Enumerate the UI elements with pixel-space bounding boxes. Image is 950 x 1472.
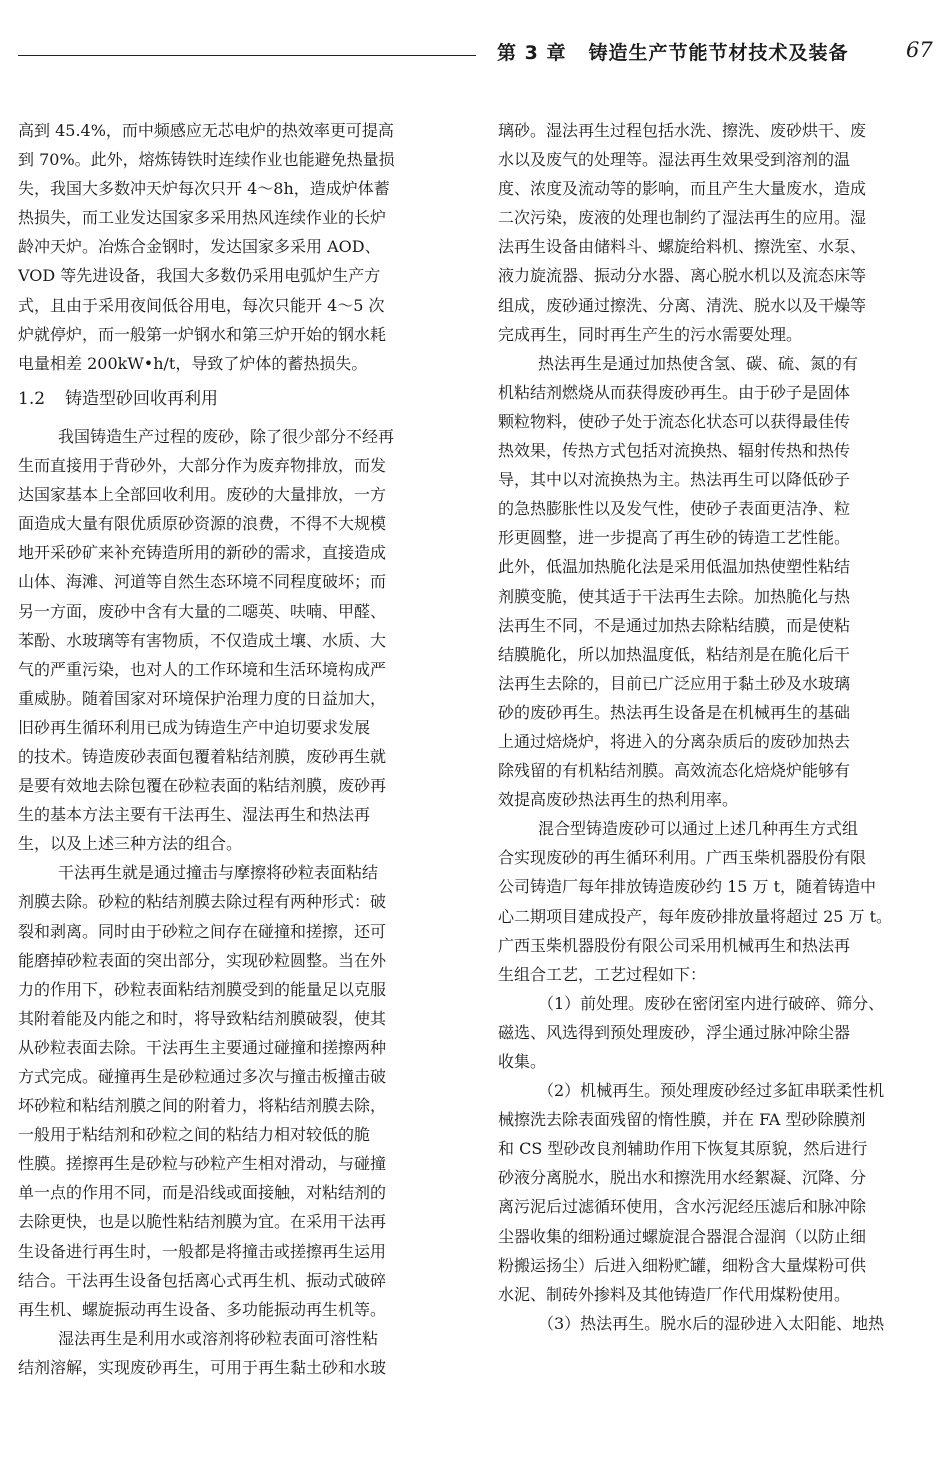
text-line: 方式完成。碰撞再生是砂粒通过多次与撞击板撞击破 (18, 1067, 387, 1086)
text-line: 离污泥后过滤循环使用，含水污泥经压滤后和脉冲除 (498, 1197, 867, 1217)
text-line: 单一点的作用不同，而是沿线或面接触，对粘结剂的 (18, 1183, 387, 1203)
text-line: 龄冲天炉。冶炼合金钢时，发达国家多采用 AOD、 (18, 237, 381, 257)
text-line: 我国铸造生产过程的废砂，除了很少部分不经再 (58, 426, 395, 446)
text-line: 法再生设备由储料斗、螺旋给料机、擦洗室、水泵、 (498, 237, 867, 257)
text-line: 械擦洗去除表面残留的惰性膜，并在 FA 型砂除膜剂 (498, 1110, 866, 1130)
text-line: 磁选、风选得到预处理废砂，浮尘通过脉冲除尘器 (498, 1022, 851, 1042)
right-column (498, 116, 934, 1338)
text-line: 能磨掉砂粒表面的突出部分，实现砂粒圆整。当在外 (18, 950, 387, 970)
text-line: 组成，废砂通过擦洗、分离、清洗、脱水以及干燥等 (498, 295, 867, 315)
text-line: 的技术。铸造废砂表面包覆着粘结剂膜，废砂再生就 (18, 746, 387, 766)
text-line: 是要有效地去除包覆在砂粒表面的粘结剂膜，废砂再 (18, 776, 387, 796)
text-line: 机粘结剂燃烧从而获得废砂再生。由于砂子是固体 (498, 382, 851, 402)
text-line: （1）前处理。废砂在密闭室内进行破碎、筛分、 (538, 993, 885, 1013)
text-line: 砂的废砂再生。热法再生设备是在机械再生的基础 (498, 702, 851, 722)
text-line: 上通过焙烧炉，将进入的分离杂质后的废砂加热去 (498, 731, 851, 751)
text-line: 颗粒物料，使砂子处于流态化状态可以获得最佳传 (498, 411, 851, 431)
text-line: 的急热膨胀性以及发气性，使砂子表面更洁净、粒 (498, 499, 851, 519)
text-line: 去除更快，也是以脆性粘结剂膜为宜。在采用干法再 (18, 1212, 387, 1232)
text-line: 生，以及上述三种方法的组合。 (18, 834, 243, 854)
text-line: 心二期项目建成投产，每年废砂排放量将超过 25 万 t。 (498, 906, 893, 926)
text-line: 剂膜去除。砂粒的粘结剂膜去除过程有两种形式：破 (18, 892, 387, 912)
intro-paragraph (18, 116, 454, 378)
text-line: （2）机械再生。预处理废砂经过多缸串联柔性机 (538, 1081, 885, 1101)
text-line: 粉搬运扬尘）后进入细粉贮罐，细粉含大量煤粉可供 (498, 1255, 867, 1275)
text-line: 和 CS 型砂改良剂辅助作用下恢复其原貌，然后进行 (498, 1139, 868, 1159)
text-line: 水泥、制砖外掺料及其他铸造厂作代用煤粉使用。 (498, 1284, 851, 1304)
text-line: 结膜脆化，所以加热温度低，粘结剂是在脆化后干 (498, 644, 851, 664)
text-line: 效提高废砂热法再生的热利用率。 (498, 790, 739, 810)
text-line: 混合型铸造废砂可以通过上述几种再生方式组 (538, 819, 859, 839)
text-line: 坏砂粒和粘结剂膜之间的附着力，将粘结剂膜去除， (18, 1096, 387, 1116)
text-line: 砂液分离脱水，脱出水和擦洗用水经絮凝、沉降、分 (498, 1168, 867, 1188)
text-line: 公司铸造厂每年排放铸造废砂约 15 万 t，随着铸造中 (498, 877, 877, 897)
text-line: 干法再生就是通过撞击与摩擦将砂粒表面粘结 (58, 863, 379, 883)
text-line: 除残留的有机粘结剂膜。高效流态化焙烧炉能够有 (498, 761, 851, 781)
running-header (497, 38, 848, 65)
text-line: 导，其中以对流换热为主。热法再生可以降低砂子 (498, 470, 851, 490)
text-line: 完成再生，同时再生产生的污水需要处理。 (498, 324, 803, 344)
text-line: VOD 等先进设备，我国大多数仍采用电弧炉生产方 (18, 266, 381, 286)
section-heading (18, 385, 454, 414)
text-line: 高到 45.4%，而中频感应无芯电炉的热效率更可提高 (18, 121, 394, 140)
text-line: 法再生不同，不是通过加热去除粘结膜，而是使粘 (498, 615, 851, 635)
text-line: 热损失，而工业发达国家多采用热风连续作业的长炉 (18, 208, 387, 228)
section-number: 1.2 (18, 388, 46, 409)
page-number: 67 (906, 38, 933, 62)
text-line: 地开采砂矿来补充铸造所用的新砂的需求，直接造成 (18, 543, 387, 563)
text-line: 式，且由于采用夜间低谷用电，每次只能开 4～5 次 (18, 295, 385, 315)
text-line: 度、浓度及流动等的影响，而且产生大量废水，造成 (498, 179, 867, 199)
chapter-title: 铸造生产节能节材技术及装备 (588, 42, 849, 64)
chapter-label: 第 3 章 (497, 42, 567, 64)
text-line: 形更圆整，进一步提高了再生砂的铸造工艺性能。 (498, 528, 851, 548)
text-line: 重威胁。随着国家对环境保护治理力度的日益加大， (18, 688, 387, 708)
text-line: 其附着能及内能之和时，将导致粘结剂膜破裂，使其 (18, 1008, 387, 1028)
text-line: 失，我国大多数冲天炉每次只开 4～8h，造成炉体蓄 (18, 179, 390, 199)
text-line: 苯酚、水玻璃等有害物质，不仅造成土壤、水质、大 (18, 630, 387, 650)
text-line: 热效果，传热方式包括对流换热、辐射传热和热传 (498, 441, 851, 461)
text-line: 结剂溶解，实现废砂再生，可用于再生黏土砂和水玻 (18, 1357, 387, 1377)
text-line: 法再生去除的，目前已广泛应用于黏土砂及水玻璃 (498, 673, 851, 693)
section-body (18, 422, 454, 1382)
text-line: 再生机、螺旋振动再生设备、多功能振动再生机等。 (18, 1299, 387, 1319)
text-line: 面造成大量有限优质原砂资源的浪费，不得不大规模 (18, 514, 387, 534)
text-line: 气的严重污染，也对人的工作环境和生活环境构成严 (18, 659, 387, 679)
text-line: 电量相差 200kW•h/t，导致了炉体的蓄热损失。 (18, 353, 368, 373)
text-line: 此外，低温加热脆化法是采用低温加热使塑性粘结 (498, 557, 851, 577)
text-line: 璃砂。湿法再生过程包括水洗、擦洗、废砂烘干、废 (498, 121, 867, 140)
left-column (18, 116, 454, 1382)
text-line: 液力旋流器、振动分水器、离心脱水机以及流态床等 (498, 266, 867, 286)
text-line: 一般用于粘结剂和砂粒之间的粘结力相对较低的脆 (18, 1125, 371, 1145)
text-line: （3）热法再生。脱水后的湿砂进入太阳能、地热 (538, 1313, 885, 1333)
text-line: 二次污染，废液的处理也制约了湿法再生的应用。湿 (498, 208, 867, 228)
text-line: 结合。干法再生设备包括离心式再生机、振动式破碎 (18, 1270, 387, 1290)
text-line: 旧砂再生循环利用已成为铸造生产中迫切要求发展 (18, 717, 371, 737)
text-line: 生而直接用于背砂外，大部分作为废弃物排放，而发 (18, 456, 387, 476)
text-line: 裂和剥离。同时由于砂粒之间存在碰撞和搓擦，还可 (18, 921, 387, 941)
text-line: 到 70%。此外，熔炼铸铁时连续作业也能避免热量损 (18, 150, 395, 170)
text-line: 热法再生是通过加热使含氢、碳、硫、氮的有 (538, 353, 859, 373)
text-line: 生组合工艺，工艺过程如下： (498, 964, 707, 984)
text-line: 生设备进行再生时，一般都是将撞击或搓擦再生运用 (18, 1241, 387, 1261)
text-line: 尘器收集的细粉通过螺旋混合器混合湿润（以防止细 (498, 1226, 867, 1246)
text-line: 炉就停炉，而一般第一炉钢水和第三炉开始的钢水耗 (18, 324, 387, 344)
text-line: 山体、海滩、河道等自然生态环境不同程度破坏；而 (18, 572, 387, 592)
text-line: 合实现废砂的再生循环利用。广西玉柴机器股份有限 (498, 848, 867, 868)
text-line: 生的基本方法主要有干法再生、湿法再生和热法再 (18, 805, 371, 825)
section-title: 铸造型砂回收再利用 (65, 388, 219, 409)
header-rule (18, 55, 476, 56)
text-line: 从砂粒表面去除。干法再生主要通过碰撞和搓擦两种 (18, 1037, 387, 1057)
text-line: 收集。 (498, 1052, 547, 1071)
text-line: 另一方面，废砂中含有大量的二噁英、呋喃、甲醛、 (18, 601, 387, 621)
text-line: 湿法再生是利用水或溶剂将砂粒表面可溶性粘 (58, 1328, 379, 1348)
text-line: 水以及废气的处理等。湿法再生效果受到溶剂的温 (498, 150, 851, 170)
text-line: 剂膜变脆，使其适于干法再生去除。加热脆化与热 (498, 586, 851, 606)
text-line: 力的作用下，砂粒表面粘结剂膜受到的能量足以克服 (18, 979, 387, 999)
text-line: 广西玉柴机器股份有限公司采用机械再生和热法再 (498, 935, 851, 955)
text-line: 达国家基本上全部回收利用。废砂的大量排放，一方 (18, 485, 387, 505)
text-line: 性膜。搓擦再生是砂粒与砂粒产生相对滑动，与碰撞 (18, 1154, 387, 1174)
